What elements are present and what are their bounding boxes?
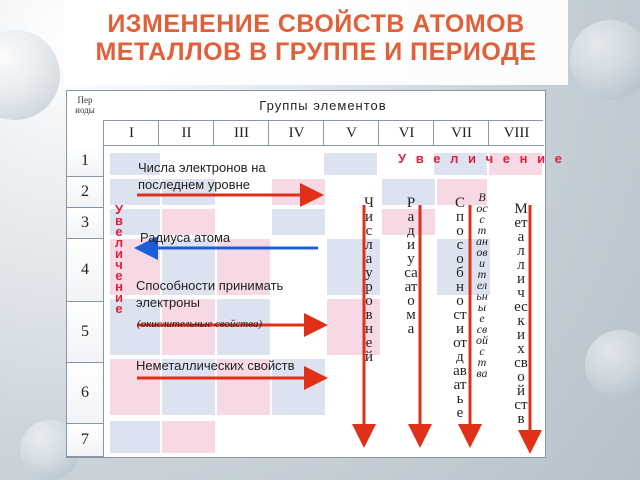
groups-header-label: Группы элементов bbox=[259, 98, 387, 113]
period-2: 2 bbox=[67, 177, 104, 208]
period-3: 3 bbox=[67, 208, 104, 239]
group-col-7: VII bbox=[433, 121, 489, 146]
row-label-radius: Радиуса атома bbox=[140, 230, 231, 245]
row-label-accept-electrons: Способности принимать электроны bbox=[136, 278, 284, 310]
group-col-3: III bbox=[213, 121, 269, 146]
group-col-1: I bbox=[103, 121, 159, 146]
period-7: 7 bbox=[67, 424, 104, 457]
col-label-levels: Числа уровней bbox=[364, 195, 374, 365]
row-label-nonmetallic: Неметаллических свойств bbox=[136, 358, 295, 373]
group-col-5: V bbox=[323, 121, 379, 146]
period-1: 1 bbox=[67, 146, 104, 177]
group-col-2: II bbox=[158, 121, 214, 146]
col-label-radius: Радиуса атома bbox=[404, 195, 418, 337]
period-5: 5 bbox=[67, 302, 104, 363]
row-label-oxidizing: (окислительные свойства) bbox=[137, 318, 263, 330]
col-label-ability: Способности отдавать е bbox=[453, 195, 467, 421]
row-label-electrons: Числа электронов на последнем уровне bbox=[138, 160, 266, 192]
group-col-8: VIII bbox=[488, 121, 544, 146]
period-4: 4 bbox=[67, 239, 104, 302]
col-label-reducing: Восстановительные свойства bbox=[476, 190, 488, 380]
increase-horizontal-label: У в е л и ч е н и е bbox=[398, 151, 565, 166]
slide-title: ИЗМЕНЕНИЕ СВОЙСТВ АТОМОВ МЕТАЛЛОВ В ГРУППЕ И ПЕРИОДЕ bbox=[95, 10, 537, 66]
period-6: 6 bbox=[67, 363, 104, 424]
periods-header: Пер иоды bbox=[75, 95, 95, 115]
group-col-6: VI bbox=[378, 121, 434, 146]
increase-vertical-label: Увеличение bbox=[114, 202, 124, 316]
col-label-metallic: Металлических свойств bbox=[514, 201, 528, 427]
group-col-4: IV bbox=[268, 121, 324, 146]
